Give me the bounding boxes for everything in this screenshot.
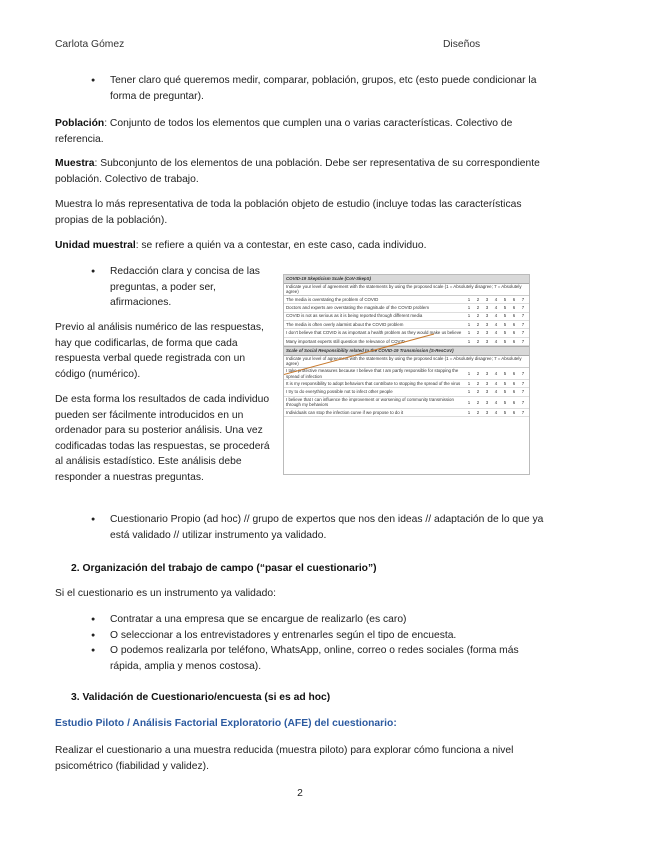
scale-point: 5 bbox=[503, 296, 507, 302]
scale-point: 7 bbox=[521, 313, 525, 319]
poblacion-paragraph bbox=[55, 116, 555, 147]
bullet-list-redaccion bbox=[91, 264, 269, 311]
scale-point: 1 bbox=[467, 313, 471, 319]
scale-point: 2 bbox=[476, 296, 480, 302]
scale-point: 4 bbox=[494, 305, 498, 311]
annotation-line bbox=[284, 275, 529, 474]
scale-point: 1 bbox=[467, 296, 471, 302]
previo-paragraph: Previo al análisis numérico de las respuestas, hay que codificarlas, de forma que cada respuesta verbal quede registrada con un código (numérico). bbox=[55, 322, 264, 380]
scale-point: 7 bbox=[521, 296, 525, 302]
scale-point: 5 bbox=[503, 380, 507, 386]
scale-item-text: It is my responsibility to adopt behaviors that contribute to stopping the spread of the virus bbox=[286, 380, 461, 386]
scale-item-text: The media is often overly alarmist about the COVID problem bbox=[286, 321, 404, 327]
scale-point: 7 bbox=[521, 380, 525, 386]
scale-point: 2 bbox=[476, 338, 480, 344]
scale-point: 3 bbox=[485, 370, 489, 376]
scale-point: 1 bbox=[467, 321, 471, 327]
scale-point: 4 bbox=[494, 389, 498, 395]
scale-point: 1 bbox=[467, 305, 471, 311]
scale-point: 5 bbox=[503, 409, 507, 415]
unidad-paragraph bbox=[55, 238, 555, 254]
scale-point: 5 bbox=[503, 338, 507, 344]
scale-item-text: I take protective measures because I believe that I am partly responsible for stopping the spread of infection bbox=[286, 367, 459, 379]
scale-point: 4 bbox=[494, 338, 498, 344]
list-item: ● O podemos realizarla por teléfono, WhatsApp, online, correo o redes sociales (forma más rápida, amplia y menos costosa). bbox=[91, 643, 551, 674]
scale-point: 4 bbox=[494, 330, 498, 336]
scale-point: 6 bbox=[512, 296, 516, 302]
scale-point: 5 bbox=[503, 399, 507, 405]
scale-point: 4 bbox=[494, 409, 498, 415]
bullet-list-campo bbox=[91, 612, 551, 674]
scale-point: 7 bbox=[521, 321, 525, 327]
scale-point: 2 bbox=[476, 380, 480, 386]
scale-figure bbox=[283, 274, 530, 475]
subheading-estudio-piloto: Estudio Piloto / Análisis Factorial Exploratorio (AFE) del cuestionario: bbox=[55, 718, 397, 729]
representativa-paragraph: Muestra lo más representativa de toda la población objeto de estudio (incluye todas las características propias de la población). bbox=[55, 199, 522, 226]
scale-point: 6 bbox=[512, 305, 516, 311]
scale-point: 4 bbox=[494, 313, 498, 319]
scale-point: 2 bbox=[476, 330, 480, 336]
scale2-instruction: Indicate your level of agreement with the statements by using the proposed scale (1 = Absolutely disagree; 7 = Absolutely agree) bbox=[284, 356, 529, 368]
scale-point: 4 bbox=[494, 380, 498, 386]
scale-point: 7 bbox=[521, 305, 525, 311]
scale-point: 7 bbox=[521, 370, 525, 376]
unidad-text: : se refiere a quién va a contestar, en este caso, cada individuo. bbox=[135, 240, 427, 251]
muestra-paragraph bbox=[55, 156, 555, 187]
scale-point: 7 bbox=[521, 338, 525, 344]
scale-point: 7 bbox=[521, 330, 525, 336]
scale-point: 6 bbox=[512, 321, 516, 327]
scale-point: 5 bbox=[503, 321, 507, 327]
scale-point: 6 bbox=[512, 389, 516, 395]
scale-point: 6 bbox=[512, 330, 516, 336]
scale-item-text: Many important experts still question the relevance of COVID bbox=[286, 338, 405, 344]
scale-point: 3 bbox=[485, 330, 489, 336]
scale-point: 3 bbox=[485, 399, 489, 405]
muestra-term: Muestra bbox=[55, 158, 95, 169]
scale-point: 6 bbox=[512, 313, 516, 319]
scale-point: 1 bbox=[467, 389, 471, 395]
header-section: Diseños bbox=[443, 39, 481, 50]
muestra-text: : Subconjunto de los elementos de una población. Debe ser representativa de su correspondiente población. Colectivo de trabajo. bbox=[55, 158, 540, 185]
si-el-paragraph: Si el cuestionario es un instrumento ya validado: bbox=[55, 588, 276, 599]
deesta-paragraph: De esta forma los resultados de cada individuo pueden ser fácilmente introducidos en un ordenador para su posterior análisis. Una vez codificadas todas las respuestas, se procederá al análisis estadístico. Este análisis debe responder a nuestras preguntas. bbox=[55, 394, 270, 483]
list-item: ● Cuestionario Propio (ad hoc) // grupo de expertos que nos den ideas // adaptación de lo que ya está validado // utilizar instrumento ya validado. bbox=[91, 512, 551, 543]
scale-point: 7 bbox=[521, 399, 525, 405]
heading-validacion: 3. Validación de Cuestionario/encuesta (si es ad hoc) bbox=[71, 692, 331, 703]
scale-item-text: I don't believe that COVID is as important a health problem as they would make us believe bbox=[286, 330, 462, 336]
unidad-term: Unidad muestral bbox=[55, 240, 136, 251]
scale-point: 3 bbox=[485, 409, 489, 415]
page-number: 2 bbox=[297, 788, 303, 799]
scale-point: 3 bbox=[485, 321, 489, 327]
scale-point: 1 bbox=[467, 370, 471, 376]
scale-point: 4 bbox=[494, 370, 498, 376]
heading-organizacion: 2. Organización del trabajo de campo (“pasar el cuestionario”) bbox=[71, 563, 377, 574]
scale-point: 2 bbox=[476, 313, 480, 319]
scale-point: 2 bbox=[476, 305, 480, 311]
scale1-title: COVID-19 Skepticism Scale (CoV-SkepS) bbox=[284, 275, 529, 284]
scale-point: 6 bbox=[512, 338, 516, 344]
scale-item-text: Doctors and experts are overstating the magnitude of the COVID problem bbox=[286, 305, 430, 311]
scale-point: 3 bbox=[485, 338, 489, 344]
scale-point: 1 bbox=[467, 338, 471, 344]
scale-point: 1 bbox=[467, 380, 471, 386]
scale-item-text: The media is overstating the problem of COVID bbox=[286, 296, 379, 302]
scale-point: 3 bbox=[485, 305, 489, 311]
scale-point: 7 bbox=[521, 409, 525, 415]
list-item: ● Tener claro qué queremos medir, comparar, población, grupos, etc (esto puede condicionar la forma de preguntar). bbox=[91, 73, 551, 104]
scale-point: 3 bbox=[485, 313, 489, 319]
scale-item-text: I believe that I can influence the improvement or worsening of community transmission through my behaviors bbox=[286, 396, 454, 408]
scale-point: 4 bbox=[494, 321, 498, 327]
poblacion-term: Población bbox=[55, 118, 105, 129]
scale2-title: Scale of Social Responsibility related to the COVID-19 Transmission (S-ResCoV) bbox=[284, 346, 529, 356]
scale-point: 2 bbox=[476, 409, 480, 415]
scale-point: 3 bbox=[485, 380, 489, 386]
scale-item-text: I try to do everything possible not to infect other people bbox=[286, 389, 393, 395]
scale-point: 5 bbox=[503, 370, 507, 376]
scale-point: 5 bbox=[503, 305, 507, 311]
scale-point: 5 bbox=[503, 313, 507, 319]
scale-item-text: Individuals can stop the infection curve if we propose to do it bbox=[286, 409, 404, 415]
list-item: ● Redacción clara y concisa de las preguntas, a poder ser, afirmaciones. bbox=[91, 264, 269, 311]
scale-point: 2 bbox=[476, 389, 480, 395]
scale-point: 3 bbox=[485, 389, 489, 395]
scale-point: 5 bbox=[503, 330, 507, 336]
bullet-list-intro bbox=[91, 73, 551, 104]
scale1-instruction: Indicate your level of agreement with the statements by using the proposed scale (1 = Absolutely disagree; 7 = Absolutely agree) bbox=[284, 284, 529, 296]
scale-point: 1 bbox=[467, 330, 471, 336]
scale-point: 2 bbox=[476, 370, 480, 376]
scale-point: 6 bbox=[512, 380, 516, 386]
scale-point: 1 bbox=[467, 399, 471, 405]
poblacion-text: : Conjunto de todos los elementos que cumplen una o varias características. Colectivo de referencia. bbox=[55, 118, 513, 145]
scale-point: 4 bbox=[494, 399, 498, 405]
list-item: ● Contratar a una empresa que se encargue de realizarlo (es caro) bbox=[91, 612, 551, 628]
bullet-list-cuestionario bbox=[91, 512, 551, 543]
scale-point: 6 bbox=[512, 399, 516, 405]
scale-point: 4 bbox=[494, 296, 498, 302]
header-author: Carlota Gómez bbox=[55, 39, 125, 50]
list-item: ● O seleccionar a los entrevistadores y entrenarles según el tipo de encuesta. bbox=[91, 628, 551, 644]
scale-point: 5 bbox=[503, 389, 507, 395]
scale-point: 6 bbox=[512, 370, 516, 376]
realizar-paragraph: Realizar el cuestionario a una muestra reducida (muestra piloto) para explorar cómo funciona a nivel psicométrico (fiabilidad y validez). bbox=[55, 745, 514, 772]
scale-point: 6 bbox=[512, 409, 516, 415]
scale-point: 2 bbox=[476, 399, 480, 405]
scale-point: 7 bbox=[521, 389, 525, 395]
scale-point: 2 bbox=[476, 321, 480, 327]
scale-item-text: COVID is not as serious as it is being reported through different media bbox=[286, 313, 423, 319]
scale-point: 1 bbox=[467, 409, 471, 415]
scale-point: 3 bbox=[485, 296, 489, 302]
